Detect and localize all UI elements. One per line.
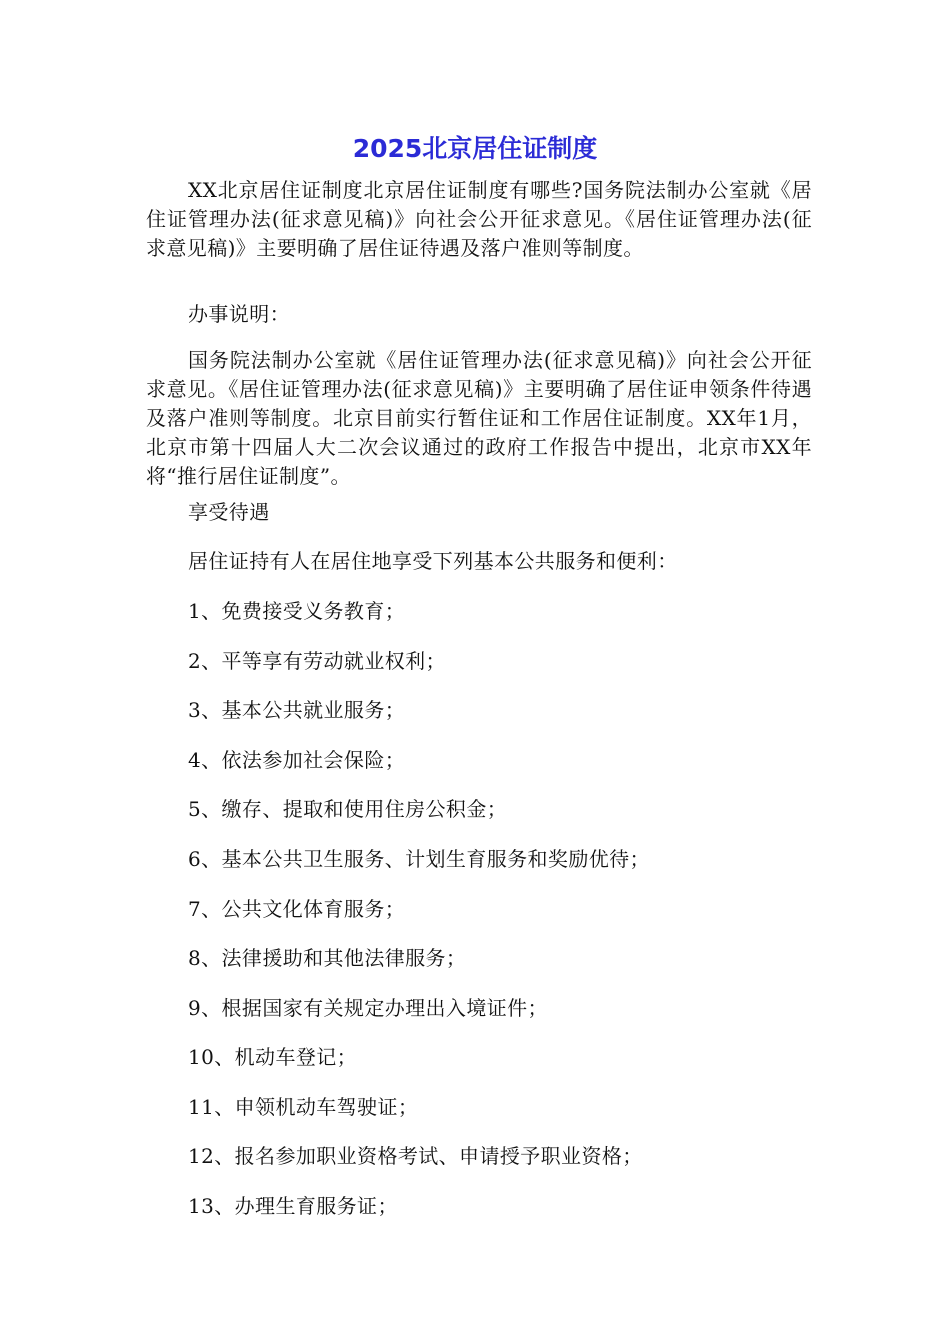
- list-item: 7、公共文化体育服务；: [188, 897, 406, 921]
- list-item: 8、法律援助和其他法律服务；: [188, 946, 467, 970]
- list-item: 10、机动车登记；: [188, 1045, 358, 1069]
- list-item: 11、申领机动车驾驶证；: [188, 1095, 419, 1119]
- list-item: 4、依法参加社会保险；: [188, 748, 406, 772]
- list-item: 13、办理生育服务证；: [188, 1194, 398, 1218]
- list-item: 6、基本公共卫生服务、计划生育服务和奖励优待；: [188, 847, 650, 871]
- list-item: 3、基本公共就业服务；: [188, 698, 406, 722]
- document-title: 2025北京居住证制度: [352, 134, 598, 163]
- intro-paragraph: XX北京居住证制度北京居住证制度有哪些?国务院法制办公室就《居住证管理办法(征求意见稿)》向社会公开征求意见。《居住证管理办法(征求意见稿)》主要明确了居住证待遇及落户准则等制度。: [146, 178, 812, 260]
- notes-paragraph: 国务院法制办公室就《居住证管理办法(征求意见稿)》向社会公开征求意见。《居住证管理办法(征求意见稿)》主要明确了居住证申领条件待遇及落户准则等制度。北京目前实行暂住证和工作居住证制度。XX年1月，北京市第十四届人大二次会议通过的政府工作报告中提出，北京市XX年将“推行居住证制度”。: [146, 348, 812, 488]
- list-item: 12、报名参加职业资格考试、申请授予职业资格；: [188, 1144, 643, 1168]
- list-item: 9、根据国家有关规定办理出入境证件；: [188, 996, 548, 1020]
- list-item: 2、平等享有劳动就业权利；: [188, 649, 446, 673]
- benefits-intro: 居住证持有人在居住地享受下列基本公共服务和便利：: [188, 549, 678, 573]
- section-heading-notes: 办事说明：: [188, 302, 290, 326]
- section-heading-benefits: 享受待遇: [188, 500, 270, 524]
- list-item: 5、缴存、提取和使用住房公积金；: [188, 797, 508, 821]
- list-item: 1、免费接受义务教育；: [188, 599, 406, 623]
